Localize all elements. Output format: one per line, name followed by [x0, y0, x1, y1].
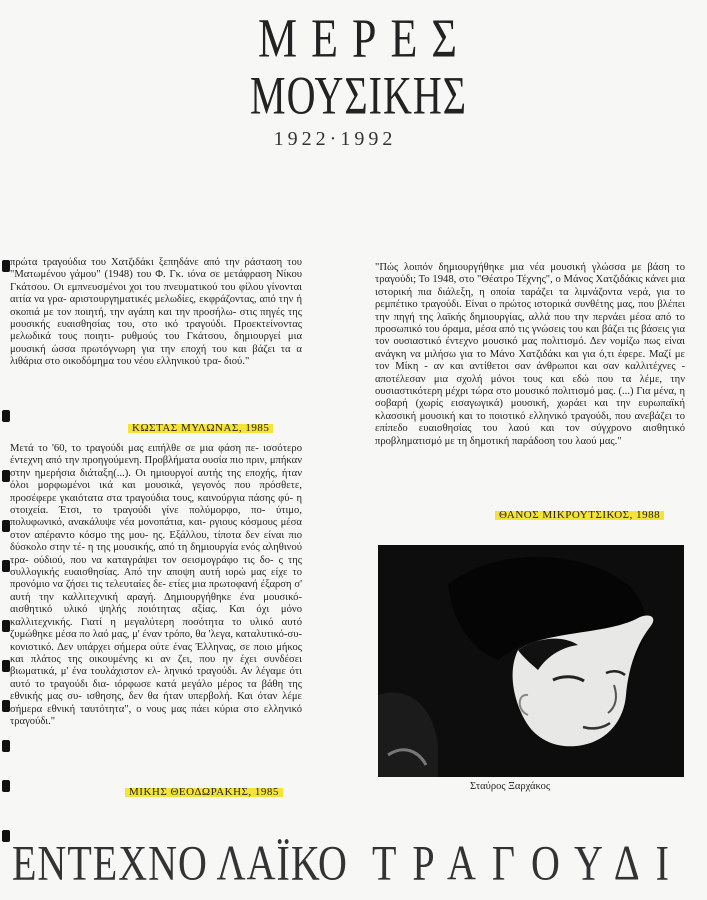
binding-hole [2, 560, 10, 572]
binding-hole [2, 700, 10, 712]
left-quote-2: Μετά το '60, το τραγούδι μας ειπήλθε σε μια φάση πε- ισσότερο έντεχνη από την προηγούμενη. Προβλήματα ουσία πιο πριν, μπήκαν στην ημερήσια διάταξη(...). Οι ημιουργοί αυτής της εποχής, ήταν όλοι μορφωμένοι ικά και μουσικά, γεγονός που πρόσθετε, προσέφερε γκαιότατα στα τραγούδια τους, καινούργια πάσης φύ- η στοιχεία. Έτσι, το τραγούδι γίνε πολύμορφο, πο- ύτιμο, πολυφωνικό, ανακάλυψε νέα μονοπάτια, και- ργιους κόσμους μέσα στον απέραντο κόσμο της μου- ης. Εξάλλου, τίποτα δεν είναι πιο δύσκολο στην τέ- η της μουσικής, από τη δημιουργία ενός αληθινού τρα- ούδιού, που να καταγράψει τον σεισμογράφο τις δο- ς της συλλογικής ευαισθησίας. Από την αποψη αυτή ιορώ μας είχε το προνόμιο να ζήσει τις τελευταίες δε- ετίες μια πρωτοφανή έξαρση σ' αυτή την καλλιτεχνική αραγή. Δημιουργήθηκε ένα μουσικό-αισθητικό υλικό ψηλής ποιότητας αξίας. Και όχι μόνο καλλιτεχνικής. Γιατί η μεγαλύτερη ποσότητα το υλικό αυτό ζυμώθηκε μέσα πο λαό μας, μ' έναν τρόπο, θα 'λεγα, καταλυτικό-συ- κονιστικό. Δεν υπάρχει σήμερα ούτε ένας Έλληνας, σε ποιο μήκος και πλάτος της οικουμένης κι αν ζει, που ην έχει συνδέσει βιωματικά, μ' ένα τουλάχιστον ελ- ληνικό τραγούδι. Αν λέγαμε ότι αυτό το τραγούδι δια- ιόρφωσε κατά μεγάλο μέρος τα βάθη της εθνικής μας συ- ισθησης, δεν θα ήταν υπερβολή. Και όταν λέμε σήμερα εθνική ταυτότητα", ο νους μας πάει κύρια στο ελληνικό τραγούδι." [10, 443, 302, 727]
author-mylonas: ΚΩΣΤΑΣ ΜΥΛΩΝΑΣ, 1985 [128, 422, 273, 434]
author-mikroutsikos: ΘΑΝΟΣ ΜΙΚΡΟΥΤΣΙΚΟΣ, 1988 [495, 509, 664, 521]
portrait-photo-image [378, 545, 684, 777]
footer-title-left: ΕΝΤΕΧΝΟ ΛΑΪΚΟ [12, 834, 348, 891]
portrait-photo [378, 545, 684, 777]
title-line2: ΜΟΥΣΙΚΗΣ [250, 64, 468, 126]
page-title [250, 7, 471, 151]
binding-hole [2, 620, 10, 632]
binding-hole [2, 830, 10, 842]
binding-hole [2, 520, 10, 532]
right-quote: "Πώς λοιπόν δημιουργήθηκε μια νέα μουσική γλώσσα με βάση το τραγούδι; Το 1948, στο "Θέατρο Τέχνης", ο Μάνος Χατζιδάκις κάνει μια ιστορική πια διάλεξη, η οποία ταράζει τα λιμνάζοντα νερά, για το ρεμπέτικο τραγούδι. Είναι ο πρώτος ιστορικά συνθέτης μας, που βλέπει την πηγή της λαϊκής δημιουργίας, αλλά που την περνάει μέσα από το προσωπικό του όραμα, μέσα από τις γνώσεις του και βάζει τις βάσεις για τον ουσιαστικό έντεχνο μουσικό μας πολιτισμό. Δεν νομίζω πως είναι ανάγκη να μιλήσω για το Μάνο Χατζιδάκι και για ό,τι έφερε. Μαζί με τον Μίκη - αν και αντίθετοι σαν άνθρωποι και σαν καλλιτέχνες - αποτέλεσαν μια σχολή μόνοι τους και εδώ που τα λέμε, την ουσιαστικότερη μέχρι τώρα στο μουσικό πολιτισμό μας. (...) Για μένα, η σοβαρή (χωρίς εισαγωγικά) μουσική, χωράει και την ευρωπαϊκή κλασσική μουσική και το ποιοτικό ελληνικό τραγούδι, που ανεβάζει το επίπεδο ευαισθησίας του λαού και τον σύγχρονο αισθητικό προβληματισμό με τη δημοτική παράδοση του λαού μας." [375, 262, 685, 447]
footer-title-right: ΤΡΑΓΟΥΔΙ [372, 834, 685, 891]
binding-hole [2, 780, 10, 792]
binding-hole [2, 260, 10, 272]
binding-hole [2, 470, 10, 482]
title-line1: ΜΕΡΕΣ [258, 7, 471, 69]
binding-hole [2, 660, 10, 672]
left-quote-1: πρώτα τραγούδια του Χατζιδάκι ξεπηδάνε από την ράσταση του "Ματωμένου γάμου" (1948) του Φ. Γκ. ιόνα σε μετάφραση Νίκου Γκάτσου. Οι εμπνευσμένοι χοι του πνευματικού του φίλου γίνονται αιτία να γρα- αριστουργηματικές μελωδίες, εκφράζοντας, από την ή σκοπιά με τον ποιητή, την αγάπη και την προσήλω- στις πηγές της μουσικής ευαισθησίας του, στο ικό τραγούδι. Προεκτείνοντας μελωδικά τους ποιητι- ρυθμούς του Γκάτσου, δημιουργεί μια μουσική ώσσα πρωτόγνωρη για την εποχή του και βάζει τα α λιθάρια στο οικοδόμημα του νέου ελληνικού τρα- διού." [10, 257, 302, 368]
binding-hole [2, 410, 10, 422]
author-theodorakis: ΜΙΚΗΣ ΘΕΟΔΩΡΑΚΗΣ, 1985 [125, 786, 283, 798]
photo-caption: Σταύρος Ξαρχάκος [470, 781, 551, 792]
binding-hole [2, 740, 10, 752]
title-years: 1922·1992 [273, 128, 397, 150]
